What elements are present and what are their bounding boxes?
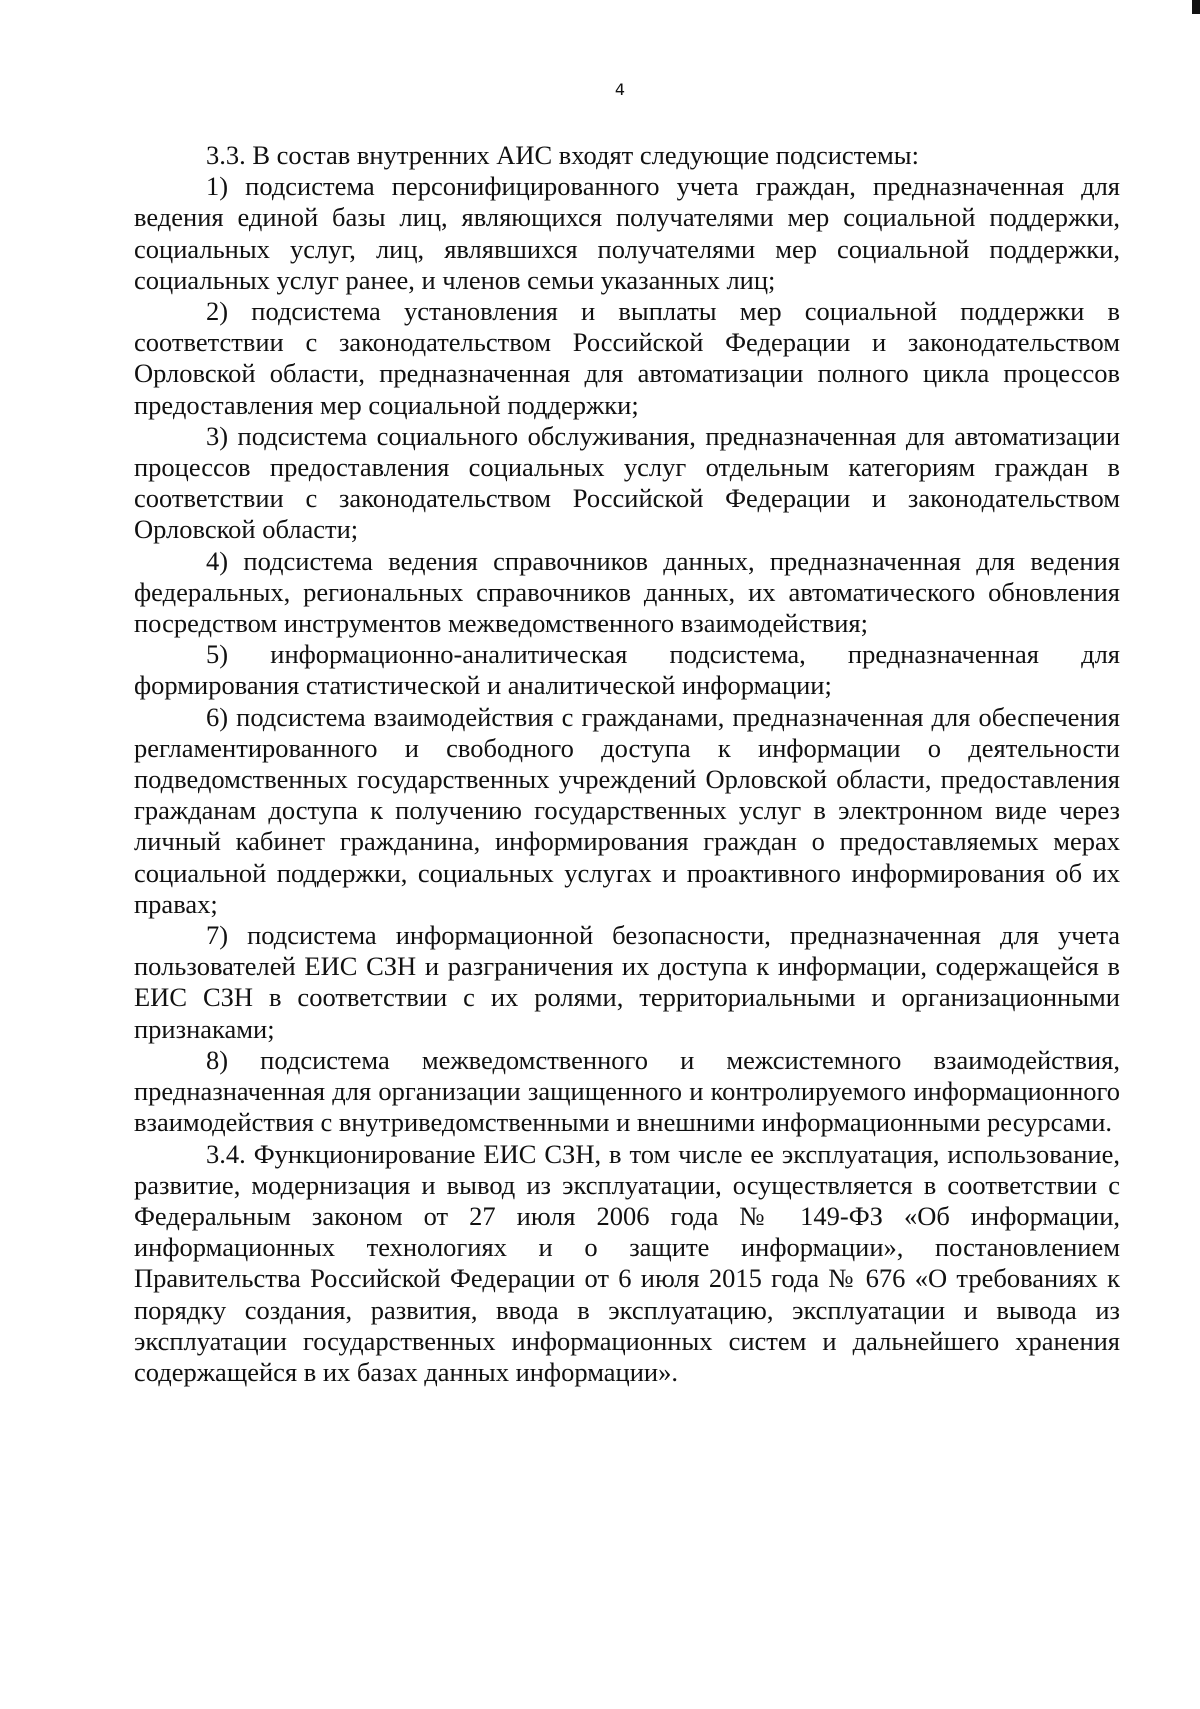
page-number: 4: [614, 80, 626, 99]
document-body: [134, 140, 1120, 1388]
paragraph-3-3-intro: 3.3. В состав внутренних АИС входят следующие подсистемы:: [206, 140, 919, 170]
list-item-8: 8) подсистема межведомственного и межсистемного взаимодействия, предназначенная для организации защищенного и контролируемого информационного взаимодействия с внутриведомственными и внешними информационными ресурсами.: [134, 1044, 1120, 1138]
list-item-2: 2) подсистема установления и выплаты мер социальной поддержки в соответствии с законодательством Российской Федерации и законодательством Орловской области, предназначенная для автоматизации полного цикла процессов предоставления мер социальной поддержки;: [134, 296, 1120, 420]
list-item-5: 5) информационно-аналитическая подсистема, предназначенная для формирования статистической и аналитической информации;: [134, 639, 1120, 701]
list-item-7: 7) подсистема информационной безопасности, предназначенная для учета пользователей ЕИС СЗН и разграничения их доступа к информации, содержащейся в ЕИС СЗН в соответствии с их ролями, территориальными и организационными признаками;: [134, 920, 1120, 1044]
scan-edge-mark: [1192, 0, 1200, 14]
list-item-3: 3) подсистема социального обслуживания, предназначенная для автоматизации процессов предоставления социальных услуг отдельным категориям граждан в соответствии с законодательством Российской Федерации и законодательством Орловской области;: [134, 420, 1120, 545]
list-item-4: 4) подсистема ведения справочников данных, предназначенная для ведения федеральных, региональных справочников данных, их автоматического обновления посредством инструментов межведомственного взаимодействия;: [134, 545, 1120, 639]
list-item-6: 6) подсистема взаимодействия с гражданами, предназначенная для обеспечения регламентированного и свободного доступа к информации о деятельности подведомственных государственных учреждений Орловской области, предоставления гражданам доступа к получению государственных услуг в электронном виде через личный кабинет гражданина, информирования граждан о предоставляемых мерах социальной поддержки, социальных услугах и проактивного информирования об их правах;: [134, 701, 1120, 919]
list-item-1: 1) подсистема персонифицированного учета граждан, предназначенная для ведения единой базы лиц, являющихся получателями мер социальной поддержки, социальных услуг, лиц, являвшихся получателями мер социальной поддержки, социальных услуг ранее, и членов семьи указанных лиц;: [134, 171, 1120, 295]
paragraph-3-4: 3.4. Функционирование ЕИС СЗН, в том числе ее эксплуатация, использование, развитие, модернизация и вывод из эксплуатации, осуществляется в соответствии с Федеральным законом от 27 июля 2006 года № 149-ФЗ «Об информации, информационных технологиях и о защите информации», постановлением Правительства Российской Федерации от 6 июля 2015 года № 676 «О требованиях к порядку создания, развития, ввода в эксплуатацию, эксплуатации и вывода из эксплуатации государственных информационных систем и дальнейшего хранения содержащейся в их базах данных информации».: [134, 1138, 1120, 1387]
